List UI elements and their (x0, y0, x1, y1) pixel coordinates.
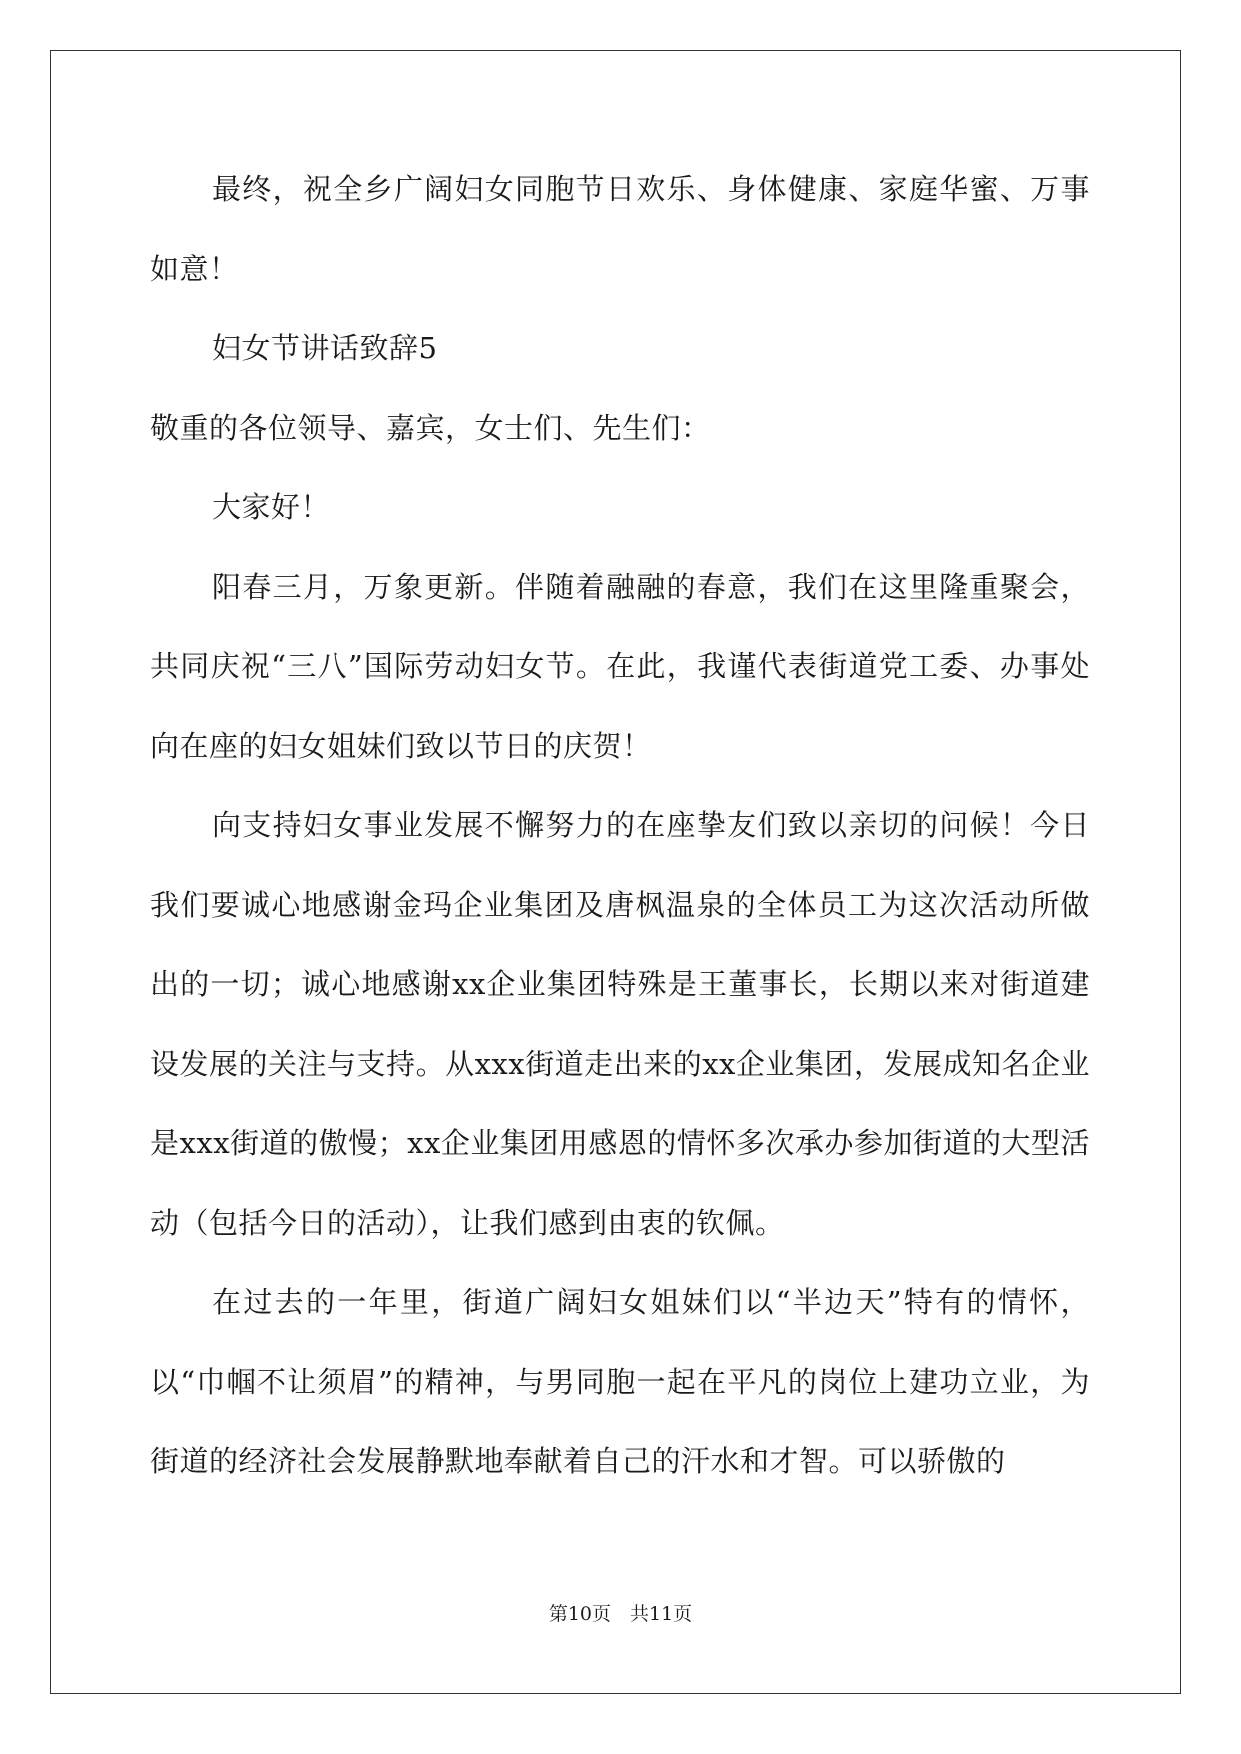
paragraph-past-year: 在过去的一年里，街道广阔妇女姐妹们以“半边天”特有的情怀，以“巾帼不让须眉”的精神，与男同胞一起在平凡的岗位上建功立业，为街道的经济社会发展静默地奉献着自己的汗水和才智。可以骄傲的 (150, 1285, 1090, 1478)
page-number-footer: 第10页 共11页 (548, 1603, 693, 1625)
section-title: 妇女节讲话致辞5 (212, 331, 438, 365)
document-body (150, 150, 1090, 1502)
paragraph-closing-wish: 最终，祝全乡广阔妇女同胞节日欢乐、身体健康、家庭华蜜、万事如意！ (150, 172, 1090, 286)
greeting: 大家好！ (212, 490, 331, 524)
paragraph-opening: 阳春三月，万象更新。伴随着融融的春意，我们在这里隆重聚会，共同庆祝“三八”国际劳动妇女节。在此，我谨代表街道党工委、办事处向在座的妇女姐妹们致以节日的庆贺！ (150, 569, 1090, 763)
paragraph-thanks: 向支持妇女事业发展不懈努力的在座挚友们致以亲切的问候！今日我们要诚心地感谢金玛企业集团及唐枫温泉的全体员工为这次活动所做出的一切；诚心地感谢xx企业集团特殊是王董事长，长期以来对街道建设发展的关注与支持。从xxx街道走出来的xx企业集团，发展成知名企业是xxx街道的傲慢；xx企业集团用感恩的情怀多次承办参加街道的大型活动（包括今日的活动），让我们感到由衷的钦佩。 (150, 808, 1090, 1240)
salutation: 敬重的各位领导、嘉宾，女士们、先生们： (150, 410, 711, 445)
